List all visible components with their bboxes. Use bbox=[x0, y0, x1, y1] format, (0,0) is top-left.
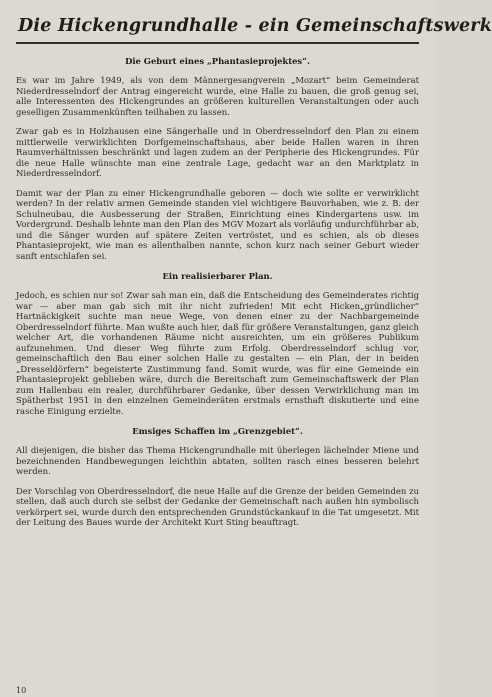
paragraph: Der Vorschlag von Oberdresselndorf, die neue Halle auf die Grenze der beiden Gemeinden zu stellen, daß auch durch sie selbst der Gedanke der Gemeinschaft nach außen hin symbolisch verkörpert sei, wurde durch den entsprechenden Grundstückankauf in die Tat umgesetzt. Mit der Leitung des Baues wurde der Architekt Kurt Sting beauftragt. bbox=[16, 485, 419, 527]
paragraph: All diejenigen, die bisher das Thema Hickengrundhalle mit überlegen lächelnder Miene und bezeichnenden Handbewegungen leichthin abtaten, sollten rasch eines besseren belehrt werden. bbox=[16, 445, 419, 476]
paragraph: Es war im Jahre 1949, als von dem Männergesangverein „Mozart“ beim Gemeinderat Niederdresselndorf der Antrag eingereicht wurde, eine Halle zu bauen, die groß genug sei, alle Interessenten des Hickengrundes an größeren kulturellen Veranstaltungen oder auch geselligen Zusammenkünften teilhaben zu lassen. bbox=[16, 75, 419, 117]
section-heading: Ein realisierbarer Plan. bbox=[162, 271, 273, 281]
title-rule bbox=[16, 42, 419, 44]
section-heading: Emsiges Schaffen im „Grenzgebiet“. bbox=[132, 426, 303, 436]
page-number: 10 bbox=[16, 686, 27, 695]
paragraph: Zwar gab es in Holzhausen eine Sängerhalle und in Oberdresselndorf den Plan zu einem mittlerweile verwirklichten Dorfgemeinschaftshaus, aber beide Hallen waren in ihren Raumverhältnissen beschränkt und lagen zudem an der Peripherie des Hickengrundes. Für die neue Halle wünschte man eine zentrale Lage, gedacht war an den Marktplatz in Niederdresselndorf. bbox=[16, 126, 419, 178]
paragraph: Jedoch, es schien nur so! Zwar sah man ein, daß die Entscheidung des Gemeinderates richtig war — aber man gab sich mit ihr nicht zufrieden! Mit echt Hicken„gründlicher“ Hartnäckigkeit suchte man neue Wege, von denen einer zu der Nachbargemeinde Oberdresselndorf führte. Man wußte auch hier, daß für größere Veranstaltungen, ganz gleich welcher Art, die vorhandenen Räume nicht ausreichten, um ein größeres Publikum aufzunehmen. Und dieser Weg führte zum Erfolg. Oberdresselndorf schlug vor, gemeinschaftlich den Bau einer solchen Halle zu gestalten — ein Plan, der in beiden „Dresseldörfern“ begeisterte Zustimmung fand. Somit wurde, was für eine Gemeinde ein Phantasieprojekt geblieben wäre, durch die Bereitschaft zum Gemeinschaftswerk der Plan zum Hallenbau ein realer, durchführbarer Gedanke, über dessen Verwirklichung man im Spätherbst 1951 in den einzelnen Gemeinderäten erstmals ernsthaft diskutierte und eine rasche Einigung erzielte. bbox=[16, 290, 419, 416]
article-title: Die Hickengrundhalle - ein Gemeinschaftswerk bbox=[18, 16, 492, 36]
paragraph: Damit war der Plan zu einer Hickengrundhalle geboren — doch wie sollte er verwirklicht werden? In der relativ armen Gemeinde standen viel wichtigere Bauvorhaben, wie z. B. der Schulneubau, die Ausbesserung der Straßen, Einrichtung eines Kindergartens usw. im Vordergrund. Deshalb lehnte man den Plan des MGV Mozart als vorläufig undurchführbar ab, und die Sänger wurden auf spätere Zeiten vertröstet, und es schien, als ob dieses Phantasieprojekt, wie man es allenthalben nannte, schon kurz nach seiner Geburt wieder sanft entschlafen sei. bbox=[16, 187, 419, 261]
section-heading: Die Geburt eines „Phantasieprojektes“. bbox=[125, 56, 310, 66]
